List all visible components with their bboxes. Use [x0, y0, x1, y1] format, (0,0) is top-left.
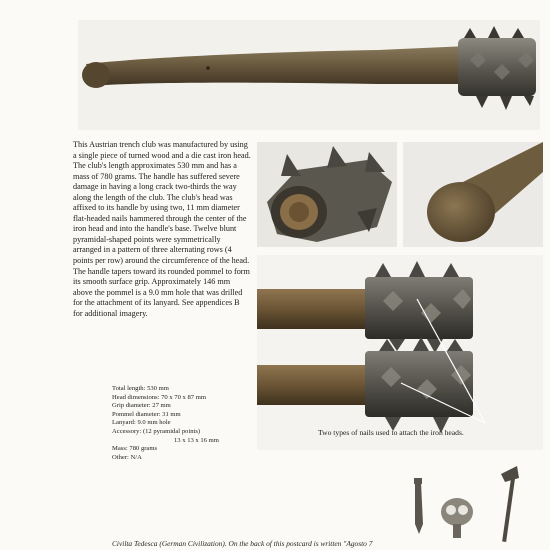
- spec-lanyard: Lanyard: 9.0 mm hole: [112, 419, 171, 427]
- club-head-end-photo: [257, 142, 397, 247]
- spec-total-length: Total length: 530 mm: [112, 385, 169, 392]
- club-heads-comparison-photo: [257, 255, 543, 450]
- spec-list: [112, 385, 262, 462]
- pommel-photo: [403, 142, 543, 247]
- spec-accessory: Accessory: (12 pyramidal points): [112, 427, 201, 435]
- club-full-photo: [78, 20, 540, 130]
- spec-other: Other: N/A: [112, 453, 142, 461]
- spec-pommel-diameter: Pommel diameter: 31 mm: [112, 410, 181, 418]
- postcard-illustration: [405, 462, 545, 550]
- spec-mass: Mass: 780 grams: [112, 445, 158, 453]
- spec-grip-diameter: Grip diameter: 27 mm: [112, 402, 171, 410]
- article-paragraph: This Austrian trench club was manufactured by using a single piece of turned wood and a die cast iron head. The club's length approximates 530 mm and has a mass of 780 grams. The handle has suffered severe damage in having a long crack two-thirds the way along the length of the club. The club's head was affixed to its handle by using two, 11 mm diameter flat-headed nails hammered through the center of the iron head and into the handle's base. Twelve blunt pyramidal-shaped points were symmetrically arranged in a pattern of three alternating rows (4 points per row) around the circumference of the head. The handle tapers toward its rounded pommel to form its smooth surface grip. Approximately 146 mm above the pommel is a 9.0 mm hole that was drilled for the attachment of its lanyard. See appendices B for additional imagery.: [73, 140, 251, 318]
- spec-head-dimensions: Head dimensions: 70 x 70 x 87 mm: [112, 393, 206, 401]
- footer-caption: Civilta Tedesca (German Civilization). On the back of this postcard is written "Agosto 7: [112, 539, 373, 548]
- spec-accessory-size: 13 x 13 x 16 mm: [174, 436, 219, 444]
- nails-caption: Two types of nails used to attach the iron heads.: [318, 428, 464, 437]
